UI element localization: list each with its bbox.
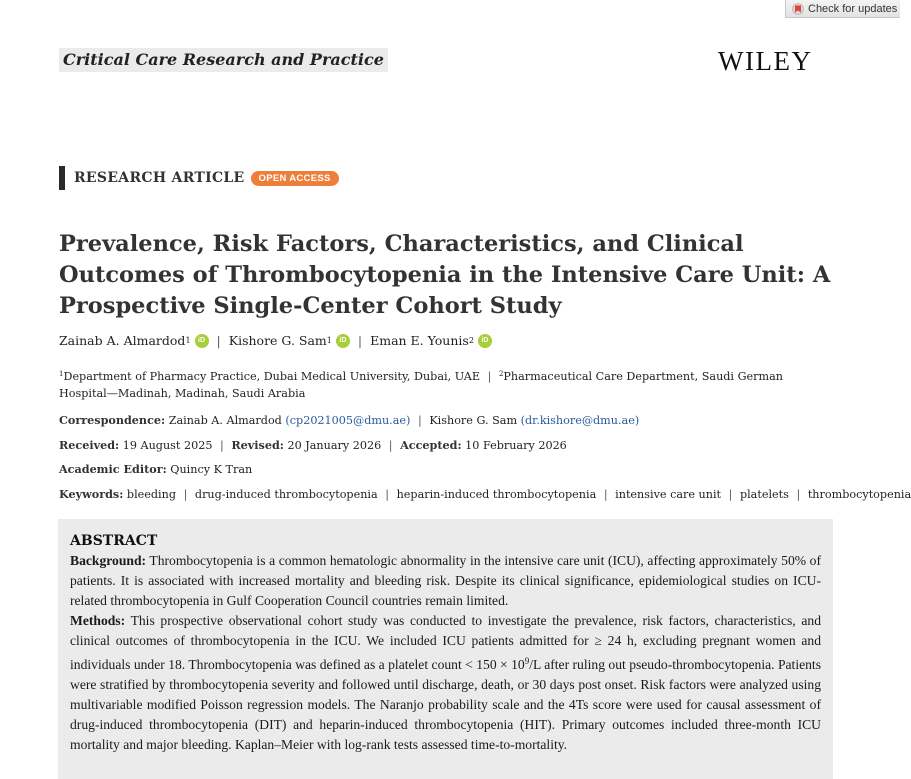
separator: |	[388, 439, 393, 452]
correspondent-name: Kishore G. Sam	[429, 414, 518, 427]
keywords-key: Keywords:	[59, 487, 124, 501]
correspondence-key: Correspondence:	[59, 413, 166, 427]
separator: |	[183, 488, 188, 501]
academic-editor	[59, 462, 252, 476]
abstract-methods	[70, 611, 821, 755]
revised-key: Revised:	[231, 438, 284, 452]
methods-text: This prospective observational cohort study was conducted to investigate the prevalence, risk factors, characteristics, and clinical outcomes of thrombocytopenia in the ICU. We included ICU patients admitted for ≥ 24 h, excluding pregnant women and individuals under 18. Thrombocytopenia was defined as a platelet count < 150 × 10	[70, 613, 821, 672]
separator: |	[385, 488, 390, 501]
accepted-key: Accepted:	[400, 438, 462, 452]
separator: |	[216, 333, 221, 348]
editor-name: Quincy K Tran	[170, 463, 253, 476]
author-list	[59, 333, 492, 348]
affiliations	[59, 366, 834, 402]
article-type-label: RESEARCH ARTICLE	[74, 170, 245, 186]
article-title: Prevalence, Risk Factors, Characteristics, and Clinical Outcomes of Thrombocytopenia in the Intensive Care Unit: A Prospective Single-Center Cohort Study	[59, 231, 831, 319]
abstract-box	[58, 519, 833, 779]
check-for-updates-label: Check for updates	[808, 2, 898, 15]
accepted-date: 10 February 2026	[465, 439, 567, 452]
keywords	[59, 487, 911, 501]
affiliation-2: Pharmaceutical Care Department, Saudi German Hospital—Madinah, Madinah, Saudi Arabia	[59, 370, 783, 400]
abstract-heading: ABSTRACT	[70, 533, 158, 549]
author-name[interactable]: Kishore G. Sam	[228, 333, 327, 348]
author-name[interactable]: Zainab A. Almardod	[59, 333, 186, 348]
author-affil-number: 2	[468, 336, 474, 345]
background-head: Background:	[70, 553, 147, 568]
keyword[interactable]: drug-induced thrombocytopenia	[194, 488, 378, 501]
author-affil-number: 1	[326, 336, 332, 345]
article-type-bar	[59, 166, 65, 190]
keyword[interactable]: platelets	[739, 488, 789, 501]
separator: |	[603, 488, 608, 501]
affil-number: 1	[59, 370, 64, 378]
separator: |	[220, 439, 224, 452]
keyword[interactable]: thrombocytopenia	[807, 488, 911, 501]
check-for-updates-button[interactable]	[785, 0, 900, 18]
editor-key: Academic Editor:	[59, 462, 167, 476]
journal-name[interactable]: Critical Care Research and Practice	[59, 48, 388, 72]
open-access-badge: OPEN ACCESS	[251, 171, 339, 186]
separator: |	[357, 333, 363, 348]
separator: |	[728, 488, 733, 501]
keyword[interactable]: intensive care unit	[615, 488, 722, 501]
background-text: Thrombocytopenia is a common hematologic abnormality in the intensive care unit (ICU), affecting approximately 50% of patients. It is associated with increased mortality and bleeding risk. Despite its clinical significance, epidemiological studies on ICU-related thrombocytopenia in Gulf Cooperation Council countries remain limited.	[70, 553, 822, 608]
keyword[interactable]: bleeding	[126, 488, 176, 501]
crossmark-icon	[792, 3, 804, 15]
author-name[interactable]: Eman E. Younis	[370, 333, 469, 348]
orcid-icon[interactable]: iD	[478, 334, 492, 348]
received-date: 19 August 2025	[122, 439, 213, 452]
separator: |	[417, 414, 422, 427]
author-affil-number: 1	[185, 336, 191, 345]
correspondence	[59, 413, 639, 427]
methods-text-cont: /L after ruling out pseudo-thrombocytopenia. Patients were stratified by thrombocytopenia severity and followed until discharge, death, or 30 days post onset. Risk factors were analyzed using multivariable modified Poisson regression models. The Naranjo probability scale and the 4Ts score were used for causal assessment of drug-induced thrombocytopenia (DIT) and heparin-induced thrombocytopenia (HIT). Primary outcomes included three-month ICU mortality and major bleeding. Kaplan–Meier with log-rank tests assessed time-to-mortality.	[70, 657, 821, 752]
email-link[interactable]: (cp2021005@dmu.ae)	[285, 414, 411, 427]
orcid-icon[interactable]: iD	[336, 334, 350, 348]
keyword[interactable]: heparin-induced thrombocytopenia	[396, 488, 597, 501]
publisher-logo[interactable]: WILEY	[718, 46, 813, 76]
received-key: Received:	[59, 438, 120, 452]
affiliation-1: Department of Pharmacy Practice, Dubai Medical University, Dubai, UAE	[63, 370, 481, 383]
abstract-background	[70, 551, 821, 611]
separator: |	[796, 488, 801, 501]
orcid-icon[interactable]: iD	[195, 334, 209, 348]
separator: |	[487, 370, 492, 383]
methods-head: Methods:	[70, 613, 126, 628]
dates	[59, 438, 567, 452]
affil-number: 2	[498, 370, 504, 378]
article-type	[59, 166, 339, 190]
email-link[interactable]: (dr.kishore@dmu.ae)	[520, 414, 640, 427]
methods-exponent: 9	[524, 656, 530, 666]
revised-date: 20 January 2026	[287, 439, 382, 452]
correspondent-name: Zainab A. Almardod	[168, 414, 282, 427]
